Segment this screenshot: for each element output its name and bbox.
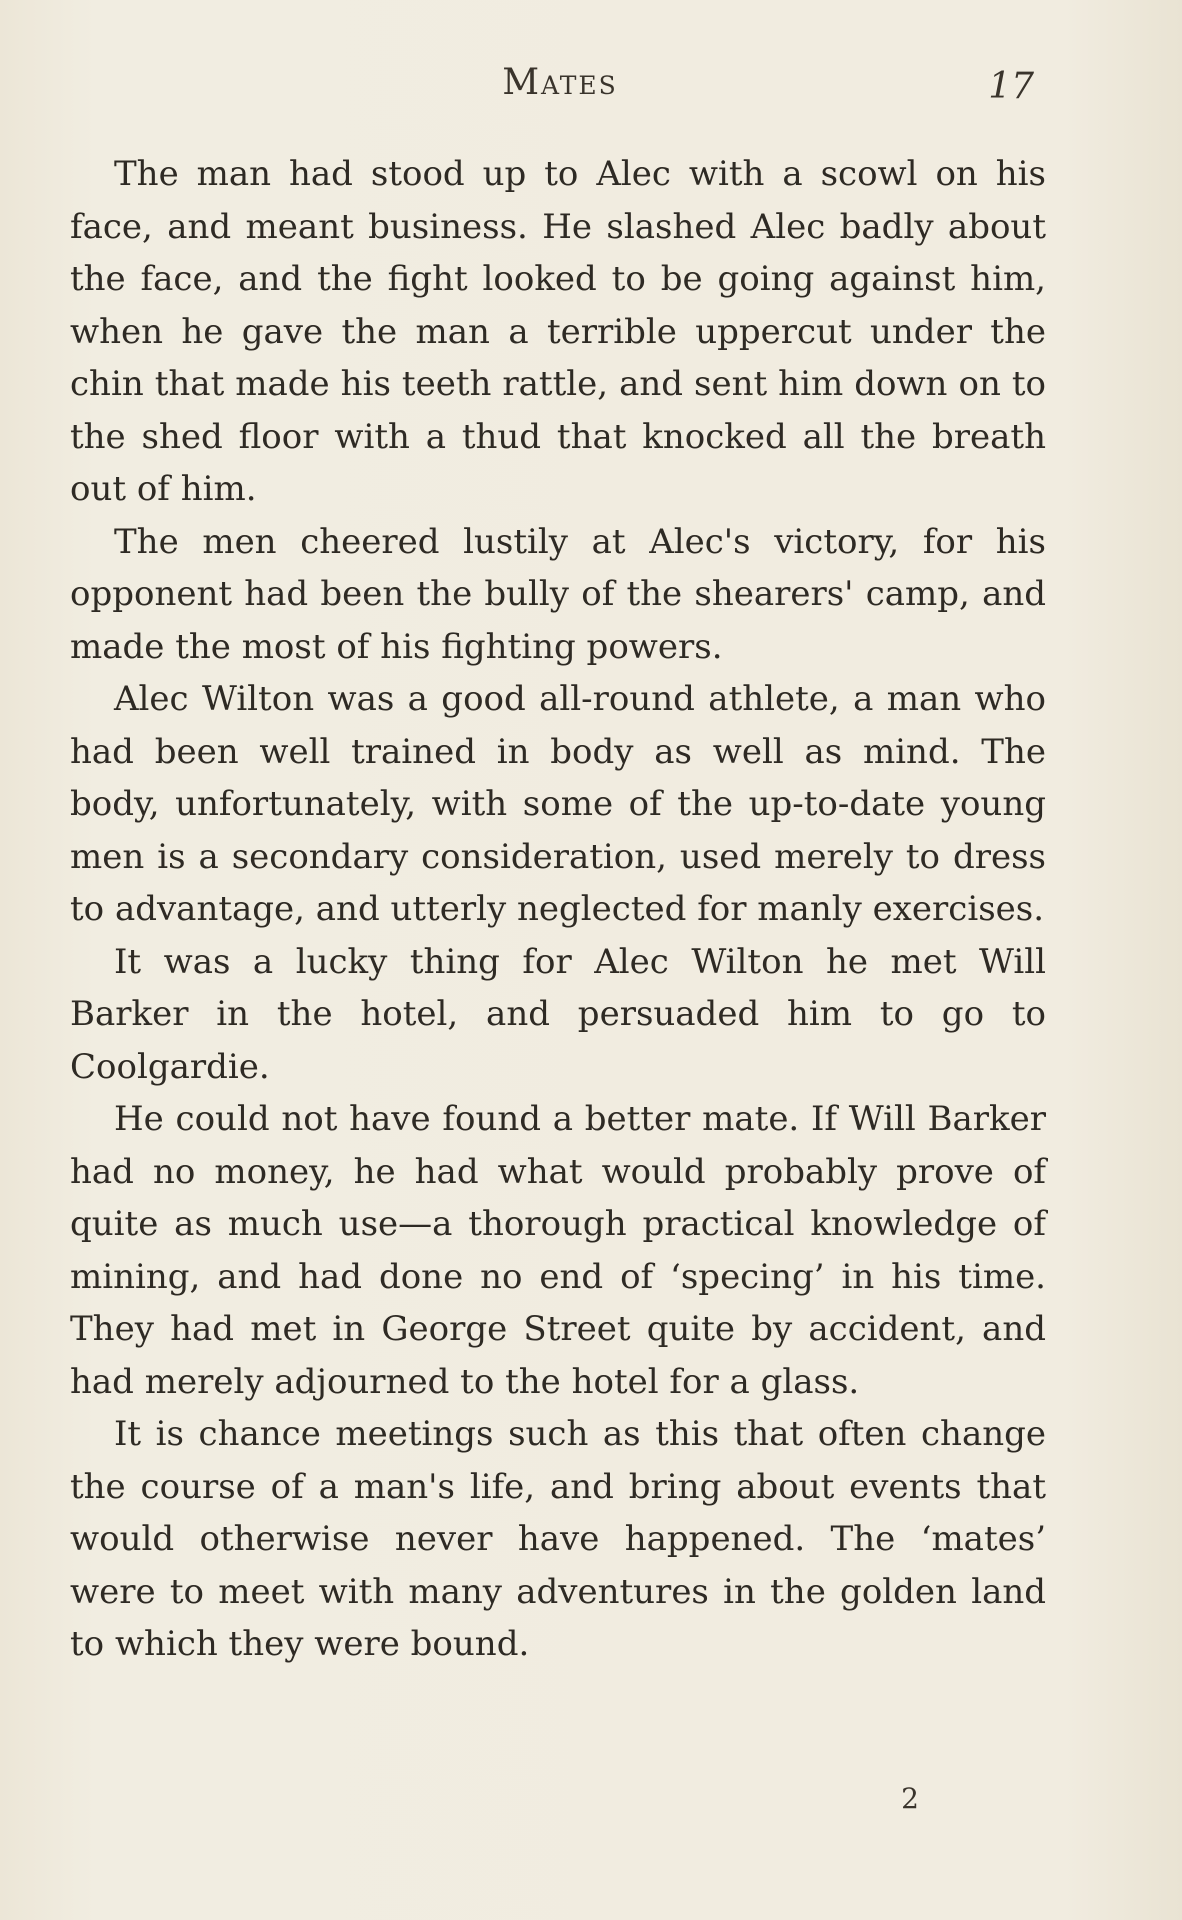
paragraph: Alec Wilton was a good all-round athlete, a man who had been well trained in body as well as mind. The body, unfortunately, with some of the up-to-date young men is a secondary consideration, used merely to dress to advantage, and utterly neglected for manly exercises. bbox=[70, 679, 1046, 929]
signature-mark: 2 bbox=[901, 1782, 919, 1815]
paragraph: The man had stood up to Alec with a scowl on his face, and meant business. He slashed Alec badly about the face, and the fight looked to be going against him, when he gave the man a terrible uppercut under the chin that made his teeth rattle, and sent him down on to the shed floor with a thud that knocked all the breath out of him. bbox=[70, 154, 1046, 509]
page-number: 17 bbox=[988, 66, 1034, 107]
paragraph: The men cheered lustily at Alec's victory, for his opponent had been the bully of the shearers' camp, and made the most of his fighting powers. bbox=[70, 521, 1046, 667]
running-title: Mates bbox=[502, 62, 618, 103]
text-block bbox=[70, 148, 1046, 1671]
paragraph: It is chance meetings such as this that often change the course of a man's life, and bring about events that would otherwise never have happened. The ‘mates’ were to meet with many adventures in the golden land to which they were bound. bbox=[70, 1414, 1046, 1664]
paragraph: He could not have found a better mate. If Will Barker had no money, he had what would probably prove of quite as much use—a thorough practical knowledge of mining, and had done no end of ‘specing’ in his time. They had met in George Street quite by accident, and had merely adjourned to the hotel for a glass. bbox=[70, 1099, 1046, 1402]
paragraph: It was a lucky thing for Alec Wilton he met Will Barker in the hotel, and persuaded him to go to Coolgardie. bbox=[70, 941, 1046, 1087]
running-head bbox=[70, 62, 1050, 122]
